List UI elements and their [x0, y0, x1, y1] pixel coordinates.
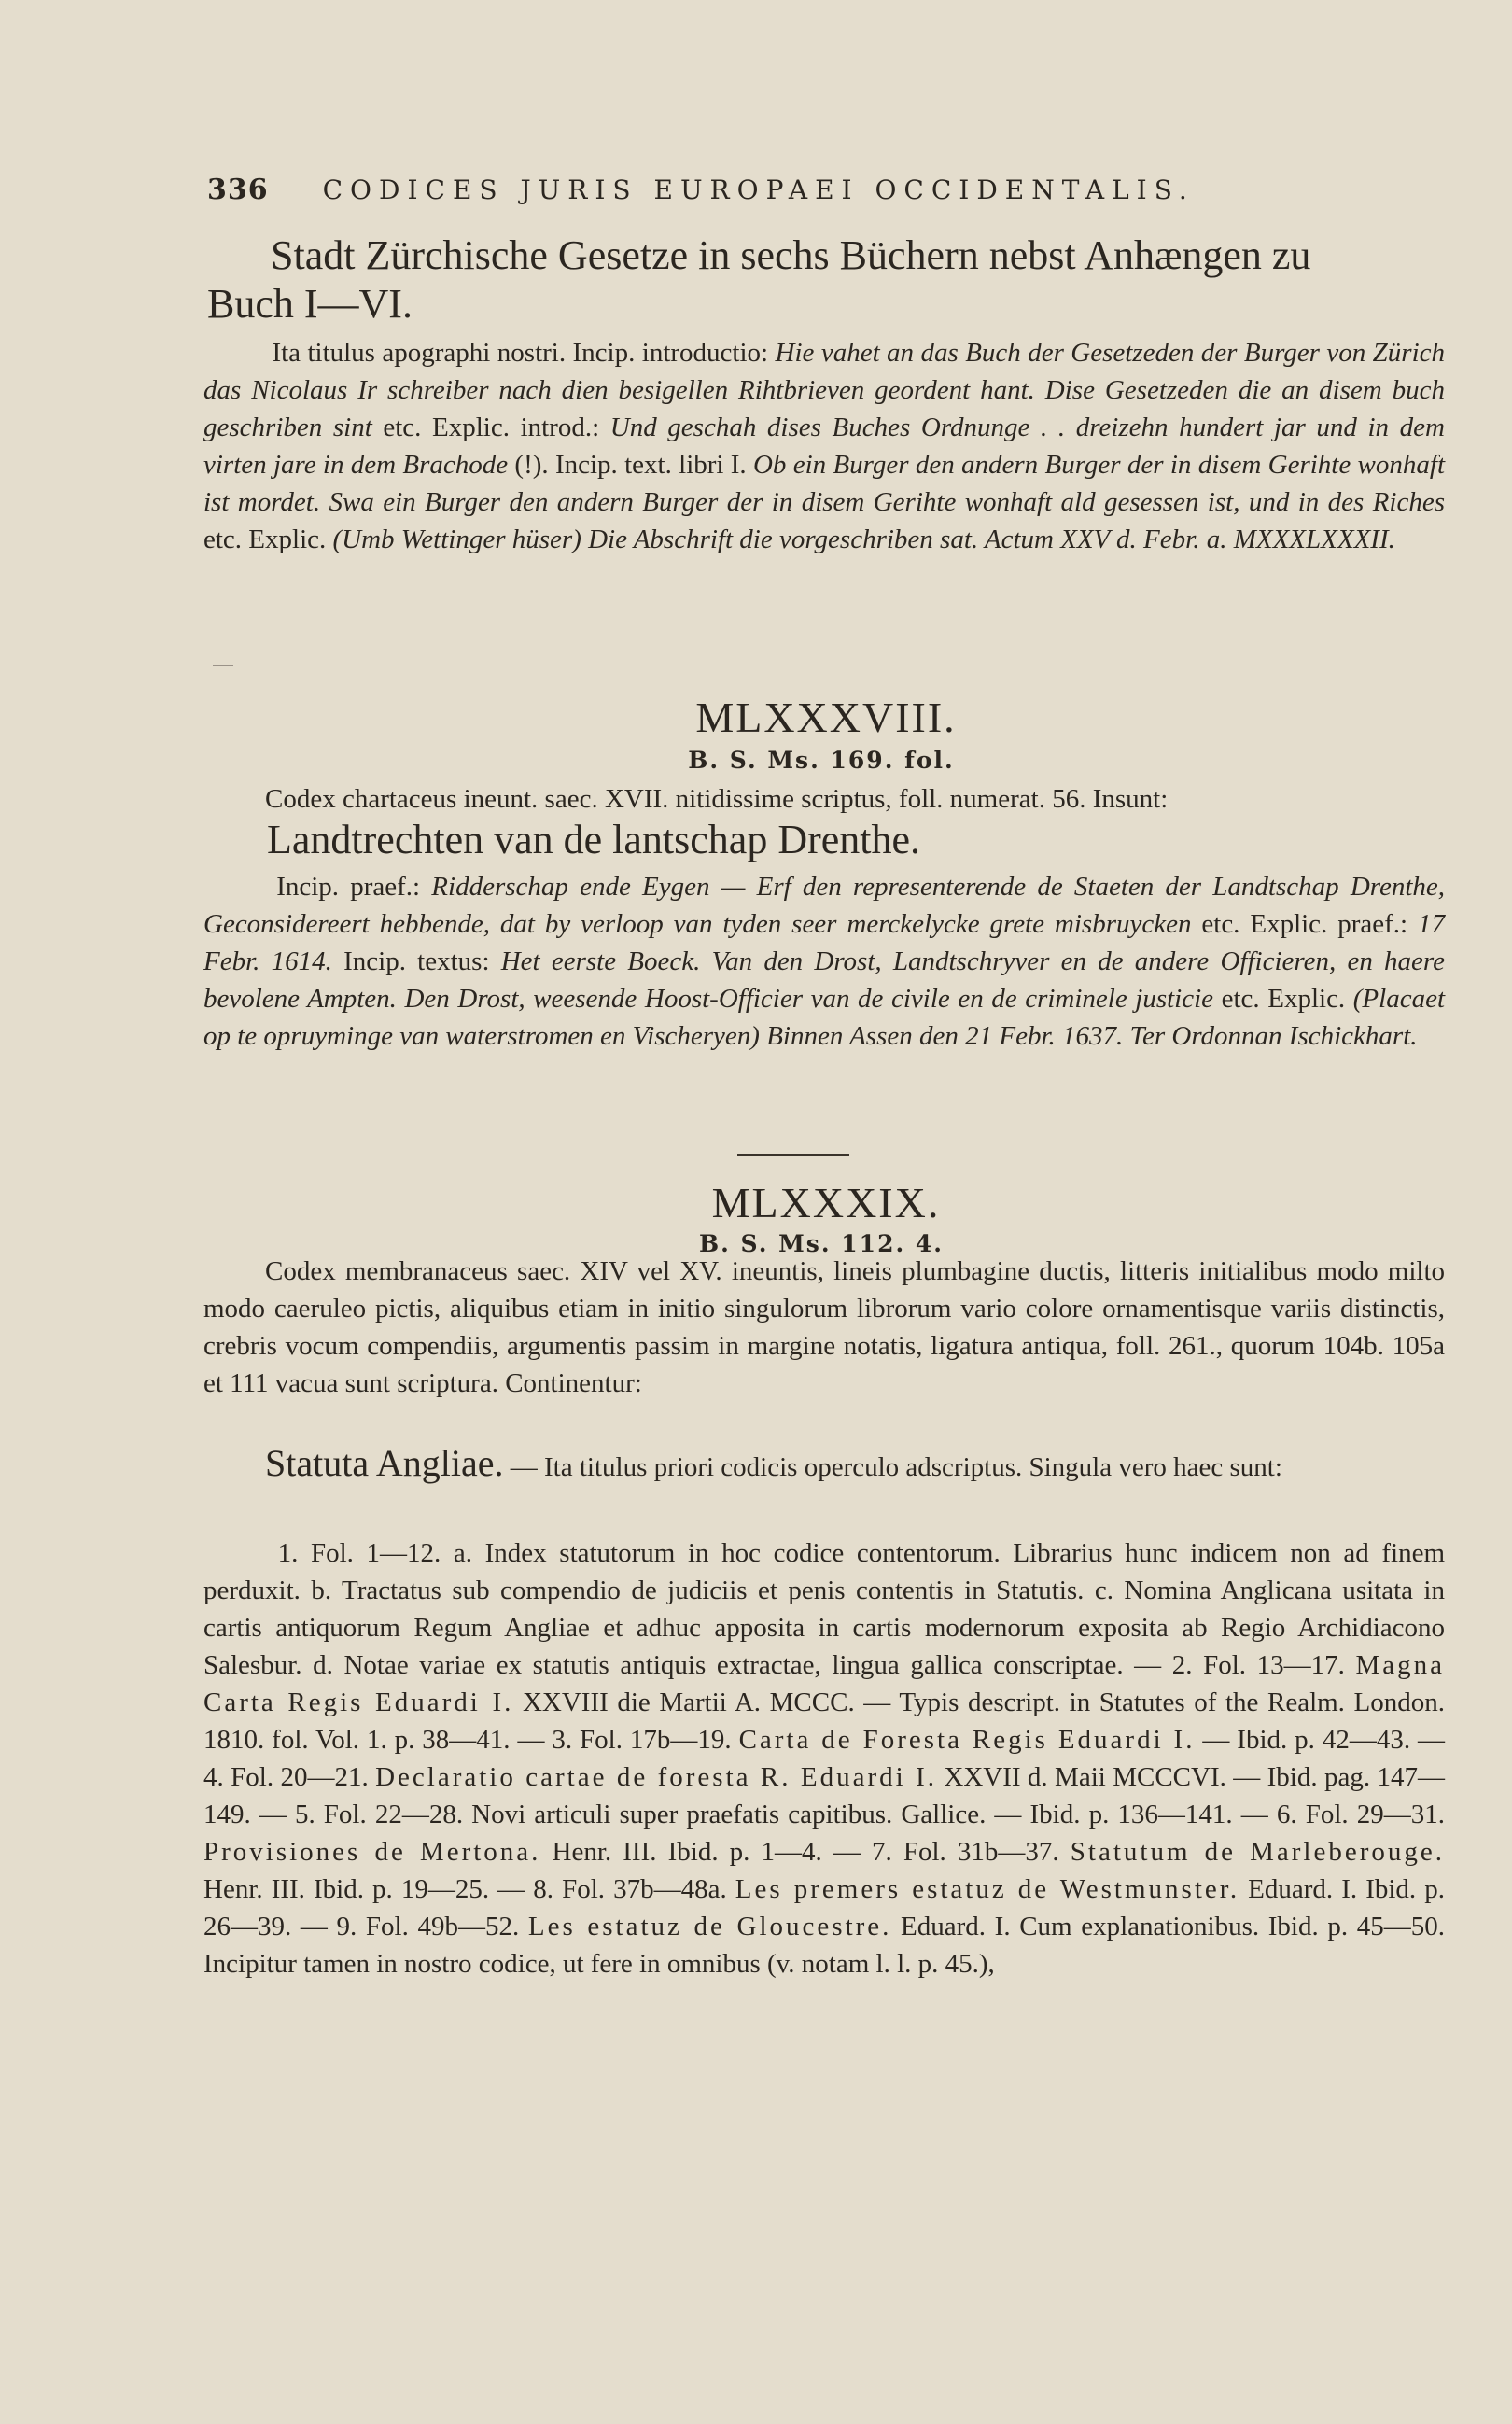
contents-run: Statutum de Marleberouge.: [1070, 1837, 1445, 1867]
contents-run: Henr. III. Ibid. p. 19—25. — 8. Fol. 37b—48a.: [203, 1874, 735, 1904]
section-divider: [737, 1154, 849, 1156]
body-run: etc. Explic.: [203, 525, 333, 554]
body-run: Hie vahet an das Buch der Gesetzeden der Burger von Zürich das Nicolaus Ir schreiber nach dien besigellen Rihtbrieven geordent hant. Dise Gesetzeden die an disem buch geschriben sint: [203, 338, 1446, 442]
running-title: CODICES JURIS EUROPAEI OCCIDENTALIS.: [322, 175, 1195, 205]
body-run: etc. Explic. introd.:: [371, 413, 610, 442]
entry-1088-number: MLXXXVIII.: [695, 694, 957, 741]
contents-run: Les premers estatuz de Westmunster.: [735, 1874, 1240, 1904]
contents-run: XXVIII die Martii A. MCCC. — Typis descript. in Statutes of the Realm. London. 1810. fol. Vol. 1. p. 38—41. — 3. Fol. 17b—19.: [203, 1688, 1445, 1755]
entry-1088-body: [203, 868, 1445, 1055]
body-run: Incip. textus:: [331, 946, 501, 976]
contents-run: — Ibid. p. 42—43. — 4. Fol. 20—21.: [203, 1725, 1445, 1792]
contents-run: Declaratio cartae de foresta R. Eduardi I.: [375, 1762, 937, 1792]
body-run: Ridderschap ende Eygen — Erf den representerende de Staeten der Landtschap Drenthe, Geconsidereert hebbende, dat by verloop van tyden seer merckelycke grete misbruycken: [203, 872, 1446, 939]
body-run: Ita titulus apographi nostri. Incip. introductio:: [272, 338, 776, 368]
entry-1089-shelfmark: B. S. Ms. 112. 4.: [699, 1230, 944, 1257]
page-number: 336: [207, 174, 269, 206]
body-run: (Placaet op te opruyminge van waterstromen en Vischeryen) Binnen Assen den 21 Febr. 1637. Ter Ordonnan Ischickhart.: [203, 984, 1445, 1051]
entry-1089-contents: [203, 1534, 1445, 1983]
contents-run: Magna Carta Regis Eduardi I.: [203, 1650, 1445, 1717]
entry-1087-title: [207, 231, 1449, 329]
body-run: Und geschah dises Buches Ordnunge . . dreizehn hundert jar und in dem virten jare in dem Brachode: [203, 413, 1445, 480]
entry-1088-subtitle: Landtrechten van de lantschap Drenthe.: [267, 817, 921, 862]
body-run: 17 Febr. 1614.: [203, 909, 1445, 976]
statuta-angliae-heading: [203, 1442, 1445, 1486]
entry-1087-body: [203, 334, 1445, 558]
contents-run: 1. Fol. 1—12. a. Index statutorum in hoc codice contentorum. Librarius hunc indicem non ad finem perduxit. b. Tractatus sub compendio de judiciis et penis contentis in Statutis. c. Nomina Anglicana usitata in cartis antiquorum Regum Angliae et adhuc apposita in cartis modernorum exposita ab Regio Archidiacono Salesbur. d. Notae variae ex statutis antiquis extractae, lingua gallica conscriptae. — 2. Fol. 13—17.: [203, 1538, 1446, 1680]
statuta-text: — Ita titulus priori codicis operculo adscriptus. Singula vero haec sunt:: [503, 1452, 1282, 1482]
statuta-title: Statuta Angliae.: [265, 1442, 504, 1484]
entry-1089-number: MLXXXIX.: [711, 1179, 941, 1226]
contents-run: Eduard. I. Ibid. p. 26—39. — 9. Fol. 49b—52.: [203, 1874, 1445, 1941]
entry-1089-intro-text: Codex membranaceus saec. XIV vel XV. ineuntis, lineis plumbagine ductis, litteris initialibus modo milto modo caeruleo pictis, aliquibus etiam in initio singulorum librorum vario colore ornamentisque variis distinctis, crebris vocum compendiis, argumentis passim in margine notatis, ligatura antiqua, foll. 261., quorum 104b. 105a et 111 vacua sunt scriptura. Continentur:: [203, 1256, 1445, 1398]
body-run: Het eerste Boeck. Van den Drost, Landtschryver en de andere Officieren, en haere bevolene Ampten. Den Drost, weesende Hoost-Officier van de civile en de criminele justicie: [203, 946, 1445, 1014]
body-run: (!). Incip. text. libri I.: [508, 450, 753, 480]
small-divider: [213, 665, 233, 666]
body-run: etc. Explic. praef.:: [1191, 909, 1418, 939]
contents-run: Henr. III. Ibid. p. 1—4. — 7. Fol. 31b—37.: [540, 1837, 1071, 1867]
contents-run: Les estatuz de Gloucestre.: [527, 1912, 892, 1941]
entry-1087-title-line-1: Stadt Zürchische Gesetze in sechs Büchern nebst Anhængen zu: [271, 232, 1311, 278]
contents-run: Provisiones de Mertona.: [203, 1837, 541, 1867]
entry-1089-intro: [203, 1253, 1445, 1402]
entry-1088-intro: [203, 780, 1445, 818]
body-run: Incip. praef.:: [276, 872, 432, 902]
body-run: (Umb Wettinger hüser) Die Abschrift die vorgeschriben sat. Actum XXV d. Febr. a. MXXXLXXXII.: [332, 525, 1395, 554]
entry-1088-intro-text: Codex chartaceus ineunt. saec. XVII. nitidissime scriptus, foll. numerat. 56. Insunt:: [265, 784, 1169, 814]
contents-run: XXVII d. Maii MCCCVI. — Ibid. pag. 147—149. — 5. Fol. 22—28. Novi articuli super praefatis capitibus. Gallice. — Ibid. p. 136—141. — 6. Fol. 29—31.: [203, 1762, 1446, 1829]
entry-1088-shelfmark: B. S. Ms. 169. fol.: [688, 747, 955, 774]
running-header: [207, 174, 1299, 206]
entry-1087-title-line-2: Buch I—VI.: [207, 281, 413, 327]
contents-run: Eduard. I. Cum explanationibus. Ibid. p. 45—50. Incipitur tamen in nostro codice, ut fere in omnibus (v. notam l. l. p. 45.),: [203, 1912, 1445, 1979]
body-run: Ob ein Burger den andern Burger der in disem Gerihte wonhaft ist mordet. Swa ein Burger den andern Burger der in disem Gerihte wonhaft ald gesessen ist, und in des Riches: [203, 450, 1446, 517]
contents-run: Carta de Foresta Regis Eduardi I.: [738, 1725, 1196, 1755]
body-run: etc. Explic.: [1213, 984, 1353, 1014]
